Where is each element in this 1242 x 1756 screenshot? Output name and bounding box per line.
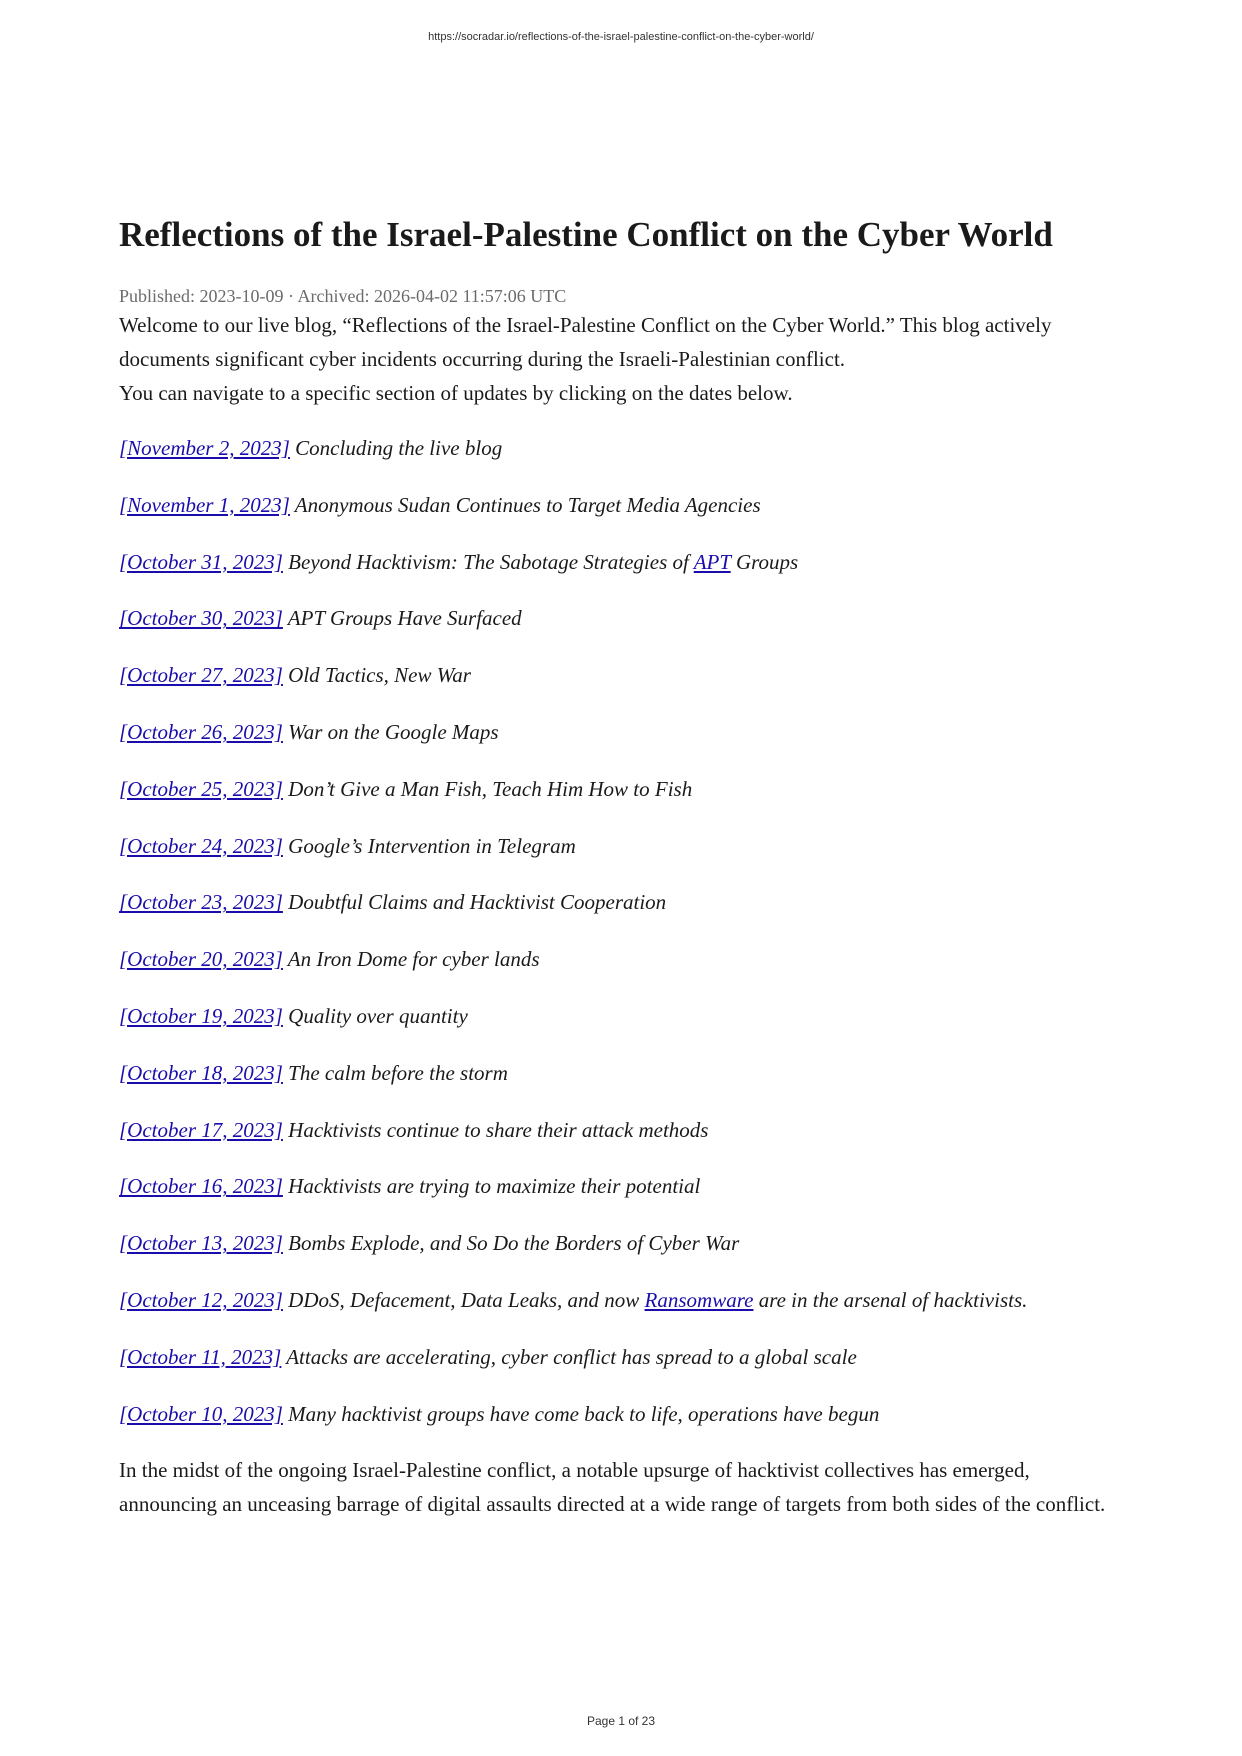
date-link-oct-23[interactable]: [October 23, 2023]: [119, 890, 283, 915]
date-link-oct-25[interactable]: [October 25, 2023]: [119, 776, 283, 801]
list-item: [119, 772, 1129, 806]
list-item: [119, 488, 1129, 522]
list-item: [119, 885, 1129, 919]
page-url-header: https://socradar.io/reflections-of-the-israel-palestine-conflict-on-the-cyber-world/: [428, 31, 814, 43]
navigation-hint: You can navigate to a specific section of updates by clicking on the dates below.: [119, 381, 793, 405]
update-title: APT Groups Have Surfaced: [282, 606, 522, 631]
date-link-oct-16[interactable]: [October 16, 2023]: [119, 1174, 283, 1199]
date-link-oct-26[interactable]: [October 26, 2023]: [119, 719, 283, 744]
update-title: DDoS, Defacement, Data Leaks, and now: [282, 1287, 645, 1312]
date-link-oct-24[interactable]: [October 24, 2023]: [119, 833, 283, 858]
date-link-nov-1[interactable]: [November 1, 2023]: [119, 492, 290, 517]
update-title: Many hacktivist groups have come back to life, operations have begun: [282, 1401, 880, 1426]
list-item: [119, 829, 1129, 863]
list-item: [119, 942, 1129, 976]
update-title: Attacks are accelerating, cyber conflict has spread to a global scale: [281, 1344, 857, 1369]
article-meta: Published: 2023-10-09 · Archived: 2026-04-02 11:57:06 UTC: [119, 286, 567, 306]
list-item: [119, 715, 1129, 749]
list-item: [119, 431, 1129, 465]
list-item: [119, 1340, 1129, 1374]
updates-list: [119, 431, 1129, 1431]
update-title: Don’t Give a Man Fish, Teach Him How to Fish: [282, 776, 693, 801]
date-link-oct-17[interactable]: [October 17, 2023]: [119, 1117, 283, 1142]
date-link-oct-11[interactable]: [October 11, 2023]: [119, 1344, 282, 1369]
list-item: [119, 658, 1129, 692]
date-link-oct-20[interactable]: [October 20, 2023]: [119, 947, 283, 972]
date-link-oct-27[interactable]: [October 27, 2023]: [119, 663, 283, 688]
update-title: Quality over quantity: [282, 1003, 468, 1028]
update-title-suffix: are in the arsenal of hacktivists.: [753, 1287, 1028, 1312]
update-title: Bombs Explode, and So Do the Borders of Cyber War: [282, 1231, 740, 1256]
update-title: Old Tactics, New War: [282, 663, 471, 688]
update-title: Doubtful Claims and Hacktivist Cooperation: [282, 890, 667, 915]
list-item: [119, 1169, 1129, 1203]
article: [119, 211, 1129, 1521]
update-title: Anonymous Sudan Continues to Target Media Agencies: [289, 492, 761, 517]
date-link-oct-12[interactable]: [October 12, 2023]: [119, 1287, 283, 1312]
update-title: Beyond Hacktivism: The Sabotage Strategies of: [282, 549, 694, 574]
update-title: Google’s Intervention in Telegram: [282, 833, 576, 858]
date-link-oct-19[interactable]: [October 19, 2023]: [119, 1003, 283, 1028]
update-title: The calm before the storm: [282, 1060, 508, 1085]
date-link-nov-2[interactable]: [November 2, 2023]: [119, 436, 290, 460]
date-link-oct-31[interactable]: [October 31, 2023]: [119, 549, 283, 574]
date-link-oct-30[interactable]: [October 30, 2023]: [119, 606, 283, 631]
list-item: [119, 1226, 1129, 1260]
date-link-oct-13[interactable]: [October 13, 2023]: [119, 1231, 283, 1256]
apt-link[interactable]: APT: [693, 549, 731, 574]
list-item: [119, 1283, 1129, 1317]
page-number: Page 1 of 23: [586, 1714, 656, 1728]
update-title: Hacktivists are trying to maximize their potential: [282, 1174, 701, 1199]
list-item: [119, 1113, 1129, 1147]
update-title: An Iron Dome for cyber lands: [282, 947, 540, 972]
list-item: [119, 1056, 1129, 1090]
closing-paragraph: In the midst of the ongoing Israel-Palestine conflict, a notable upsurge of hacktivist collectives has emerged, announcing an unceasing barrage of digital assaults directed at a wide range of targets from both sides of the conflict.: [119, 1458, 1106, 1517]
list-item: [119, 601, 1129, 635]
list-item: [119, 1397, 1129, 1431]
list-item: [119, 545, 1129, 579]
update-title-suffix: Groups: [730, 549, 799, 574]
article-title: Reflections of the Israel-Palestine Conflict on the Cyber World: [119, 215, 1053, 254]
date-link-oct-10[interactable]: [October 10, 2023]: [119, 1401, 283, 1426]
ransomware-link[interactable]: Ransomware: [644, 1287, 754, 1312]
list-item: [119, 999, 1129, 1033]
intro-paragraph: Welcome to our live blog, “Reflections of the Israel-Palestine Conflict on the Cyber World.” This blog actively documents significant cyber incidents occurring during the Israeli-Palestinian conflict.: [119, 313, 1052, 371]
update-title: Concluding the live blog: [289, 436, 503, 460]
update-title: War on the Google Maps: [282, 719, 499, 744]
date-link-oct-18[interactable]: [October 18, 2023]: [119, 1060, 283, 1085]
update-title: Hacktivists continue to share their attack methods: [282, 1117, 709, 1142]
